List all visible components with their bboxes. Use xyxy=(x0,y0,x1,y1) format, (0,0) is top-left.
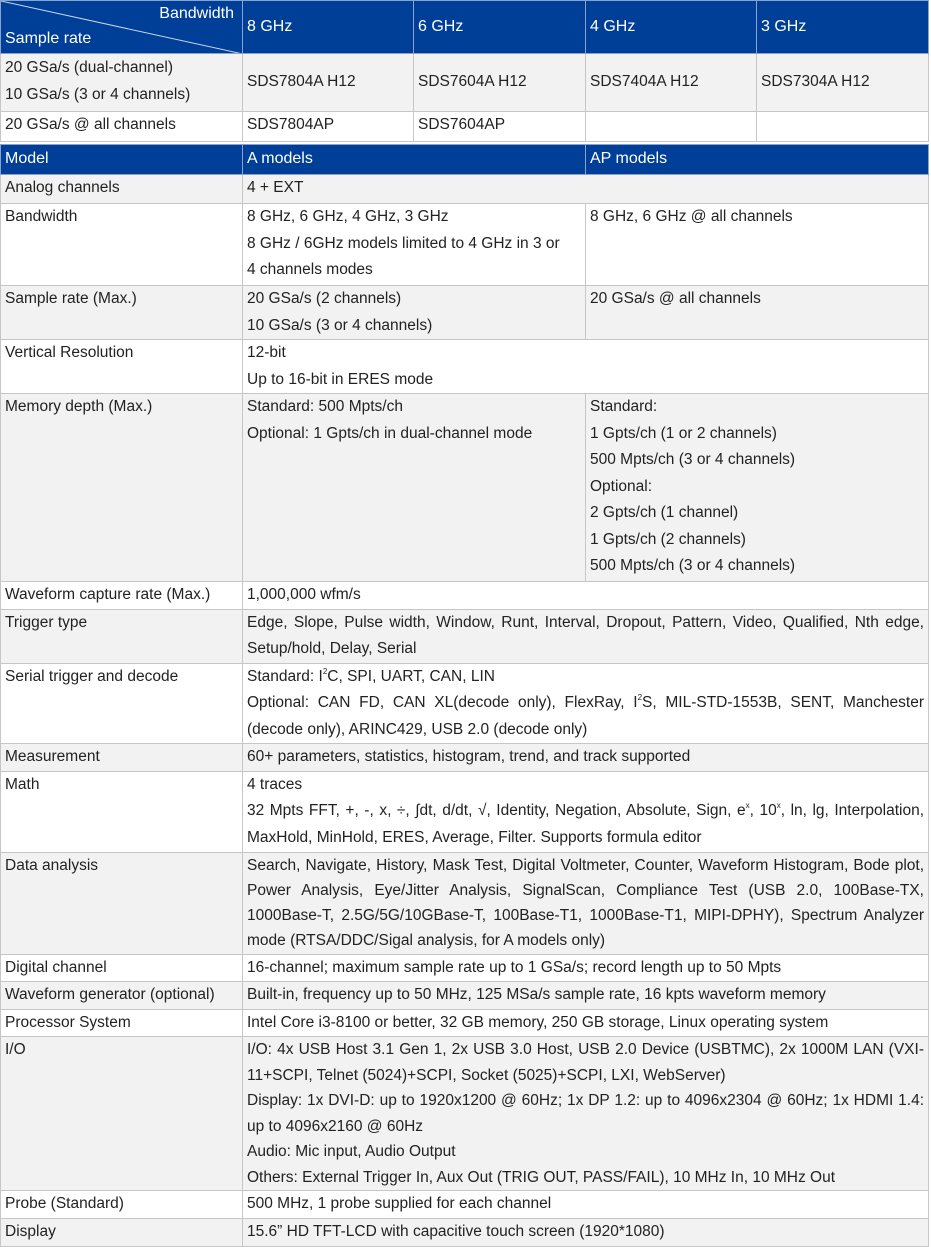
text-fragment: S, MIL-STD-1553B, SENT, Manchester (decode only), ARINC429, USB 2.0 (decode only) xyxy=(247,694,924,738)
spec-header-row xyxy=(1,145,929,175)
spec-line: 500 Mpts/ch (3 or 4 channels) xyxy=(590,451,796,468)
spec-label: Sample rate (Max.) xyxy=(1,286,243,340)
spec-value: 60+ parameters, statistics, histogram, trend, and track supported xyxy=(243,744,929,772)
table-row xyxy=(1,54,929,112)
spec-row-processor xyxy=(1,1009,929,1037)
spec-label: Display xyxy=(1,1219,243,1247)
text-fragment: , ln, lg, Interpolation, MaxHold, MinHold, ERES, Average, Filter. Supports formula editor xyxy=(247,802,924,846)
spec-row-data-analysis xyxy=(1,852,929,954)
spec-label: Processor System xyxy=(1,1009,243,1037)
spec-line: 12-bit xyxy=(247,344,286,361)
spec-value-ap: 8 GHz, 6 GHz @ all channels xyxy=(586,204,929,286)
spec-label: Data analysis xyxy=(1,852,243,954)
model-cell: SDS7604AP xyxy=(414,112,586,142)
spec-row-digital-channel xyxy=(1,954,929,982)
spec-row-trigger-type xyxy=(1,609,929,663)
spec-label: Serial trigger and decode xyxy=(1,663,243,744)
bandwidth-6ghz-header: 6 GHz xyxy=(414,1,586,54)
model-cell xyxy=(586,112,757,142)
superscript: x xyxy=(776,801,781,810)
spec-line: 4 channels modes xyxy=(247,261,373,278)
spec-line: Audio: Mic input, Audio Output xyxy=(247,1143,456,1160)
spec-value: Intel Core i3-8100 or better, 32 GB memory, 250 GB storage, Linux operating system xyxy=(243,1009,929,1037)
spec-line: 8 GHz, 6 GHz, 4 GHz, 3 GHz xyxy=(247,208,449,225)
spec-value xyxy=(243,663,929,744)
spec-label: I/O xyxy=(1,1037,243,1191)
spec-line: 20 GSa/s (2 channels) xyxy=(247,290,402,307)
spec-label: Analog channels xyxy=(1,175,243,204)
spec-value: 1,000,000 wfm/s xyxy=(243,582,929,610)
sample-rate-cell: 20 GSa/s @ all channels xyxy=(1,112,243,142)
spec-row-probe xyxy=(1,1191,929,1219)
superscript: 2 xyxy=(322,666,328,676)
sample-rate-line: 10 GSa/s (3 or 4 channels) xyxy=(5,85,191,103)
spec-label: Digital channel xyxy=(1,954,243,982)
text-fragment: , 10 xyxy=(749,802,777,819)
specification-table xyxy=(0,144,929,1247)
spec-row-waveform-generator xyxy=(1,982,929,1010)
spec-row-io xyxy=(1,1037,929,1191)
model-cell: SDS7804A H12 xyxy=(243,54,414,112)
model-cell: SDS7304A H12 xyxy=(757,54,929,112)
sample-rate-cell xyxy=(1,54,243,112)
spec-line: Optional: xyxy=(590,477,653,495)
spec-value: 500 MHz, 1 probe supplied for each channel xyxy=(243,1191,929,1219)
spec-line: Standard: 500 Mpts/ch xyxy=(247,398,403,415)
spec-label: Measurement xyxy=(1,744,243,772)
spec-row-serial-trigger xyxy=(1,663,929,744)
spec-row-measurement xyxy=(1,744,929,772)
spec-value-ap xyxy=(586,394,929,582)
spec-value xyxy=(243,1037,929,1191)
math-operations-line xyxy=(247,798,924,851)
spec-label: Waveform generator (optional) xyxy=(1,982,243,1010)
text-fragment: Optional: CAN FD, CAN XL(decode only), FlexRay, I xyxy=(247,694,638,711)
spec-value-a xyxy=(243,286,586,340)
spec-line: 4 traces xyxy=(247,775,303,793)
spec-row-sample-rate xyxy=(1,286,929,340)
spec-line: 2 Gpts/ch (1 channel) xyxy=(590,504,739,521)
bandwidth-8ghz-header: 8 GHz xyxy=(243,1,414,54)
table-row xyxy=(1,112,929,142)
spec-value xyxy=(243,771,929,852)
model-header: Model xyxy=(1,145,243,175)
bandwidth-header-row xyxy=(1,1,929,54)
model-cell xyxy=(757,112,929,142)
spec-label: Math xyxy=(1,771,243,852)
spec-value: 4 + EXT xyxy=(243,175,929,204)
spec-row-display xyxy=(1,1219,929,1247)
superscript: 2 xyxy=(637,693,643,702)
spec-value-a xyxy=(243,204,586,286)
spec-row-memory-depth xyxy=(1,394,929,582)
spec-line: Up to 16-bit in ERES mode xyxy=(247,370,434,388)
bandwidth-4ghz-header: 4 GHz xyxy=(586,1,757,54)
bandwidth-3ghz-header: 3 GHz xyxy=(757,1,929,54)
spec-line: Others: External Trigger In, Aux Out (TRIG OUT, PASS/FAIL), 10 MHz In, 10 MHz Out xyxy=(247,1168,836,1186)
text-fragment: Standard: I xyxy=(247,667,323,685)
corner-header-cell xyxy=(1,1,243,54)
spec-value xyxy=(243,340,929,394)
spec-label: Memory depth (Max.) xyxy=(1,394,243,582)
a-models-header: A models xyxy=(243,145,586,175)
spec-row-waveform-capture-rate xyxy=(1,582,929,610)
spec-line: Standard: xyxy=(590,398,658,415)
spec-value-ap: 20 GSa/s @ all channels xyxy=(586,286,929,340)
spec-line: I/O: 4x USB Host 3.1 Gen 1, 2x USB 3.0 Host, USB 2.0 Device (USBTMC), 2x 1000M LAN (VXI-11+SCPI, Telnet (5024)+SCPI, Socket (5025)+SCPI, LXI, WebServer) xyxy=(247,1041,924,1084)
spec-row-bandwidth xyxy=(1,204,929,286)
bandwidth-axis-label: Bandwidth xyxy=(159,5,234,22)
sample-rate-axis-label: Sample rate xyxy=(5,30,92,47)
serial-standard-line xyxy=(247,664,924,691)
spec-label: Bandwidth xyxy=(1,204,243,286)
spec-value: Built-in, frequency up to 50 MHz, 125 MSa/s sample rate, 16 kpts waveform memory xyxy=(243,982,929,1010)
ap-models-header: AP models xyxy=(586,145,929,175)
model-selection-table xyxy=(0,0,929,142)
text-fragment: 32 Mpts FFT, +, -, x, ÷, ∫dt, d/dt, √, Identity, Negation, Absolute, Sign, e xyxy=(247,802,746,819)
spec-line: 8 GHz / 6GHz models limited to 4 GHz in 3 or xyxy=(247,234,560,252)
spec-line: 1 Gpts/ch (2 channels) xyxy=(590,530,746,548)
model-cell: SDS7404A H12 xyxy=(586,54,757,112)
spec-line: 10 GSa/s (3 or 4 channels) xyxy=(247,316,433,334)
spec-label: Probe (Standard) xyxy=(1,1191,243,1219)
spec-row-analog-channels xyxy=(1,175,929,204)
spec-label: Vertical Resolution xyxy=(1,340,243,394)
spec-line: Display: 1x DVI-D: up to 1920x1200 @ 60Hz; 1x DP 1.2: up to 4096x2304 @ 60Hz; 1x HDMI 1.4: up to 4096x2160 @ 60Hz xyxy=(247,1092,924,1135)
serial-optional-line xyxy=(247,690,924,743)
superscript: x xyxy=(745,801,750,810)
spec-label: Trigger type xyxy=(1,609,243,663)
spec-value: 16-channel; maximum sample rate up to 1 GSa/s; record length up to 50 Mpts xyxy=(243,954,929,982)
spec-line: Optional: 1 Gpts/ch in dual-channel mode xyxy=(247,424,533,442)
spec-value: 15.6” HD TFT-LCD with capacitive touch screen (1920*1080) xyxy=(243,1219,929,1247)
spec-line: 500 Mpts/ch (3 or 4 channels) xyxy=(590,557,796,574)
model-cell: SDS7604A H12 xyxy=(414,54,586,112)
text-fragment: C, SPI, UART, CAN, LIN xyxy=(327,667,495,685)
spec-value: Edge, Slope, Pulse width, Window, Runt, Interval, Dropout, Pattern, Video, Qualified, Nth edge, Setup/hold, Delay, Serial xyxy=(243,609,929,663)
spec-value: Search, Navigate, History, Mask Test, Digital Voltmeter, Counter, Waveform Histogram, Bode plot, Power Analysis, Eye/Jitter Analysis, SignalScan, Compliance Test (USB 2.0, 100Base-TX, 1000Base-T, 2.5G/5G/10GBase-T, 100Base-T1, 1000Base-T1, MIPI-DPHY), Spectrum Analyzer mode (RTSA/DDC/Sigal analysis, for A models only) xyxy=(243,852,929,954)
spec-line: 1 Gpts/ch (1 or 2 channels) xyxy=(590,424,777,442)
spec-row-vertical-resolution xyxy=(1,340,929,394)
spec-label: Waveform capture rate (Max.) xyxy=(1,582,243,610)
model-cell: SDS7804AP xyxy=(243,112,414,142)
spec-row-math xyxy=(1,771,929,852)
spec-value-a xyxy=(243,394,586,582)
sample-rate-line: 20 GSa/s (dual-channel) xyxy=(5,59,174,76)
